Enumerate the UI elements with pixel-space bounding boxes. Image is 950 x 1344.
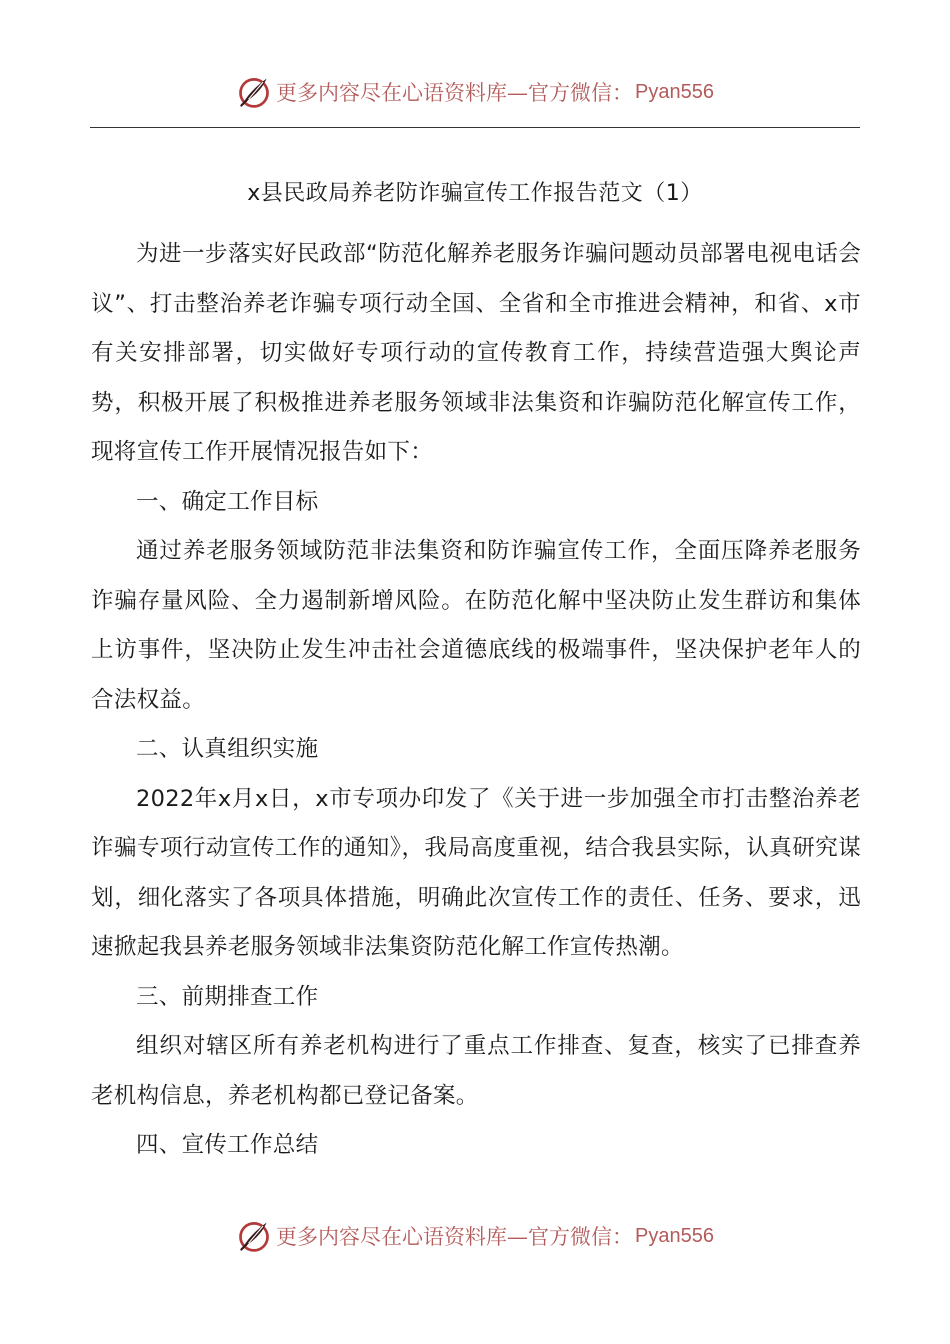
header-divider bbox=[90, 127, 860, 128]
header-watermark bbox=[0, 70, 950, 114]
watermark-text: 更多内容尽在心语资料库—官方微信： bbox=[276, 81, 634, 105]
paragraph-inspection: 组织对辖区所有养老机构进行了重点工作排查、复查，核实了已排查养老机构信息，养老机构都已登记备案。 bbox=[91, 1033, 861, 1109]
footer-watermark bbox=[0, 1214, 950, 1258]
section-heading-implementation: 二、认真组织实施 bbox=[136, 736, 319, 762]
document-body bbox=[91, 230, 861, 1171]
section-heading-inspection: 三、前期排查工作 bbox=[136, 983, 319, 1010]
section-heading-summary: 四、宣传工作总结 bbox=[136, 1132, 319, 1158]
document-title: x县民政局养老防诈骗宣传工作报告范文（1） bbox=[247, 181, 703, 206]
section-heading-goals: 一、确定工作目标 bbox=[136, 488, 319, 515]
paragraph-goals: 通过养老服务领域防范非法集资和防诈骗宣传工作，全面压降养老服务诈骗存量风险、全力遏制新增风险。在防范化解中坚决防止发生群访和集体上访事件，坚决防止发生冲击社会道德底线的极端事件，坚决保护老年人的合法权益。 bbox=[91, 538, 861, 713]
quill-logo-icon bbox=[236, 74, 272, 110]
paragraph-intro: 为进一步落实好民政部“防范化解养老服务诈骗问题动员部署电视电话会议”、打击整治养老诈骗专项行动全国、全省和全市推进会精神，和省、x市有关安排部署，切实做好专项行动的宣传教育工作，持续营造强大舆论声势，积极开展了积极推进养老服务领域非法集资和诈骗防范化解宣传工作，现将宣传工作开展情况报告如下： bbox=[91, 241, 861, 465]
watermark-text: 更多内容尽在心语资料库—官方微信： bbox=[276, 1225, 634, 1249]
paragraph-implementation: 2022年x月x日，x市专项办印发了《关于进一步加强全市打击整治养老诈骗专项行动宣传工作的通知》，我局高度重视，结合我县实际，认真研究谋划，细化落实了各项具体措施，明确此次宣传工作的责任、任务、要求，迅速掀起我县养老服务领域非法集资防范化解工作宣传热潮。 bbox=[91, 785, 861, 960]
quill-logo-icon bbox=[236, 1218, 272, 1254]
watermark-wechat-id: Pyan556 bbox=[635, 1224, 714, 1247]
watermark-wechat-id: Pyan556 bbox=[635, 80, 714, 103]
